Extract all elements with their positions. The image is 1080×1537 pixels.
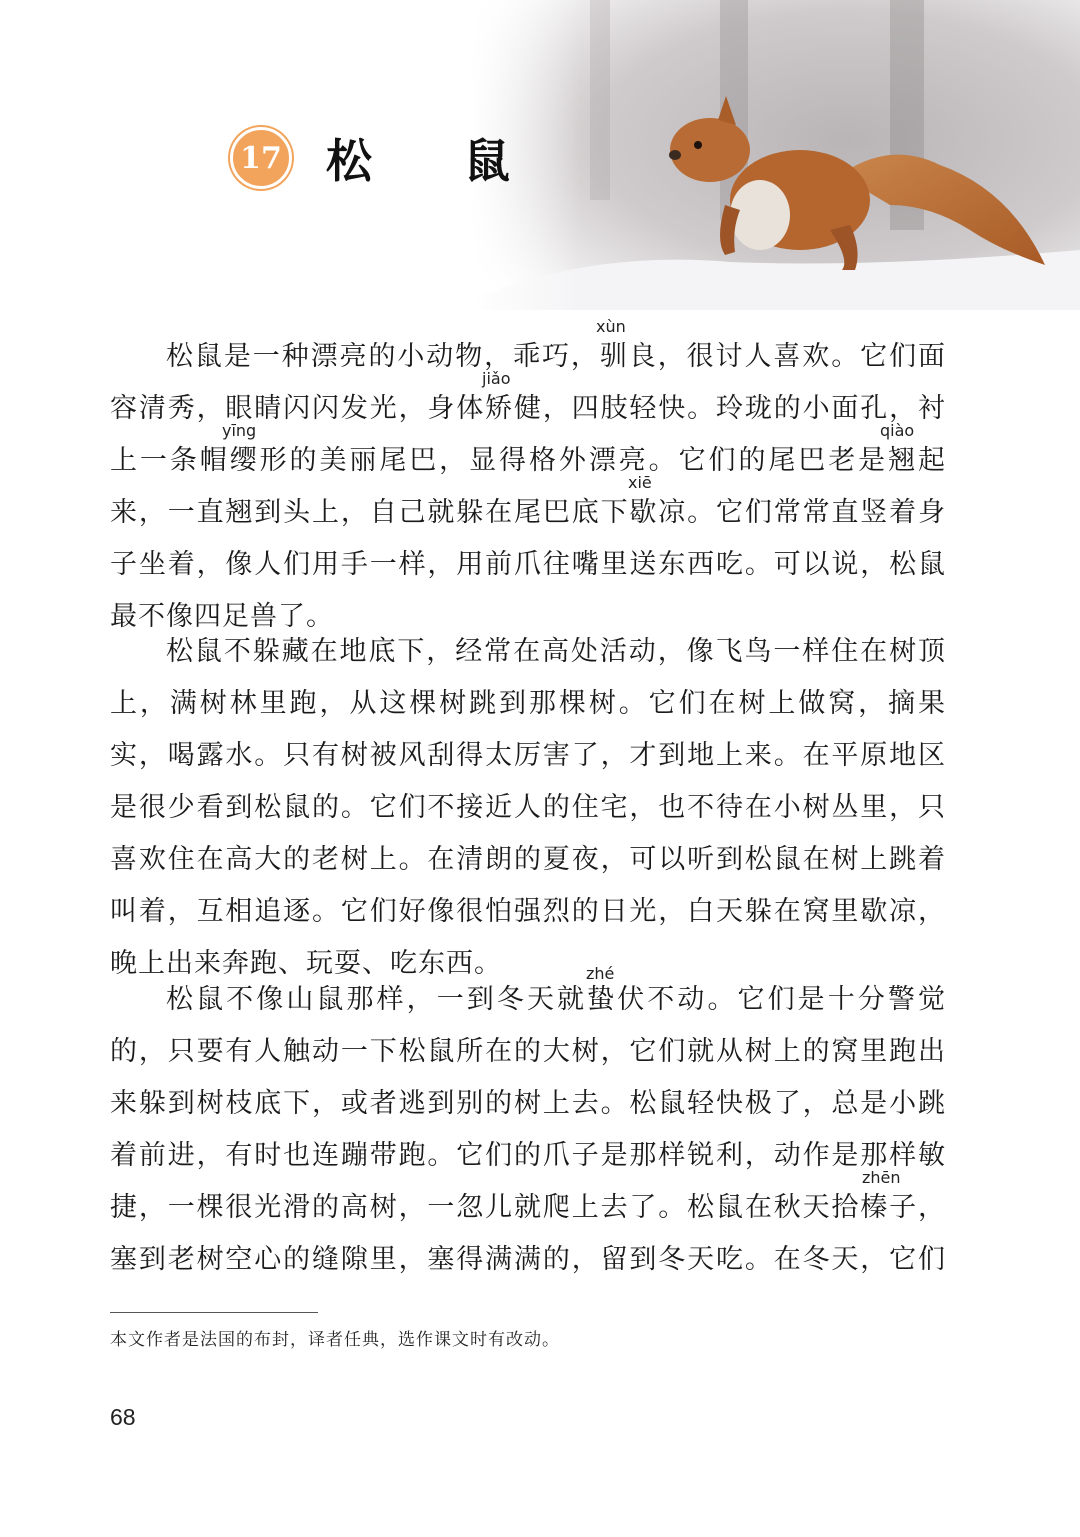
text-line: 实，喝露水。只有树被风刮得太厉害了，才到地上来。在平原地区 <box>110 740 946 771</box>
text-line: 松鼠是一种漂亮的小动物，乖巧，驯良，很讨人喜欢。它们面 <box>166 341 946 372</box>
squirrel-photo <box>470 0 1080 310</box>
text-line: 着前进，有时也连蹦带跑。它们的爪子是那样锐利，动作是那样敏 <box>110 1140 946 1171</box>
text-line: 叫着，互相追逐。它们好像很怕强烈的日光，白天躲在窝里歇凉， <box>110 896 946 927</box>
pinyin-annotation: qiào <box>880 421 915 440</box>
pinyin-annotation: zhé <box>586 964 615 983</box>
text-line: 子坐着，像人们用手一样，用前爪往嘴里送东西吃。可以说，松鼠 <box>110 549 946 580</box>
footnote-divider <box>110 1312 318 1313</box>
text-line: 容清秀，眼睛闪闪发光，身体矫健，四肢轻快。玲珑的小面孔，衬 <box>110 393 946 424</box>
text-line: 晚上出来奔跑、玩耍、吃东西。 <box>110 948 502 979</box>
text-line: 松鼠不像山鼠那样，一到冬天就蛰伏不动。它们是十分警觉 <box>166 984 946 1015</box>
pinyin-annotation: xiē <box>628 473 652 492</box>
pinyin-annotation: xùn <box>596 317 626 336</box>
text-line: 来，一直翘到头上，自己就躲在尾巴底下歇凉。它们常常直竖着身 <box>110 497 946 528</box>
text-line: 捷，一棵很光滑的高树，一忽儿就爬上去了。松鼠在秋天拾榛子， <box>110 1192 946 1223</box>
pinyin-annotation: yīng <box>222 421 257 440</box>
lesson-title <box>230 126 548 190</box>
text-line: 是很少看到松鼠的。它们不接近人的住宅，也不待在小树丛里，只 <box>110 792 946 823</box>
text-line: 喜欢住在高大的老树上。在清朗的夏夜，可以听到松鼠在树上跳着 <box>110 844 946 875</box>
text-line: 松鼠不躲藏在地底下，经常在高处活动，像飞鸟一样住在树顶 <box>166 636 946 667</box>
pinyin-annotation: jiǎo <box>482 369 511 388</box>
footnote: 本文作者是法国的布封，译者任典，选作课文时有改动。 <box>110 1330 560 1350</box>
paragraph-1 <box>110 331 946 643</box>
pinyin-annotation: zhēn <box>862 1168 901 1187</box>
text-line: 塞到老树空心的缝隙里，塞得满满的，留到冬天吃。在冬天，它们 <box>110 1244 946 1275</box>
paragraph-3 <box>110 974 946 1286</box>
text-line: 上，满树林里跑，从这棵树跳到那棵树。它们在树上做窝，摘果 <box>110 688 946 719</box>
page-number: 68 <box>110 1404 136 1430</box>
lesson-number-badge: 17 <box>230 127 292 189</box>
paragraph-2 <box>110 626 946 990</box>
text-line: 最不像四足兽了。 <box>110 601 334 632</box>
text-line: 上一条帽缨形的美丽尾巴，显得格外漂亮。它们的尾巴老是翘起 <box>110 445 946 476</box>
text-line: 来躲到树枝底下，或者逃到别的树上去。松鼠轻快极了，总是小跳 <box>110 1088 946 1119</box>
text-line: 的，只要有人触动一下松鼠所在的大树，它们就从树上的窝里跑出 <box>110 1036 946 1067</box>
lesson-name: 松 鼠 <box>326 134 549 188</box>
